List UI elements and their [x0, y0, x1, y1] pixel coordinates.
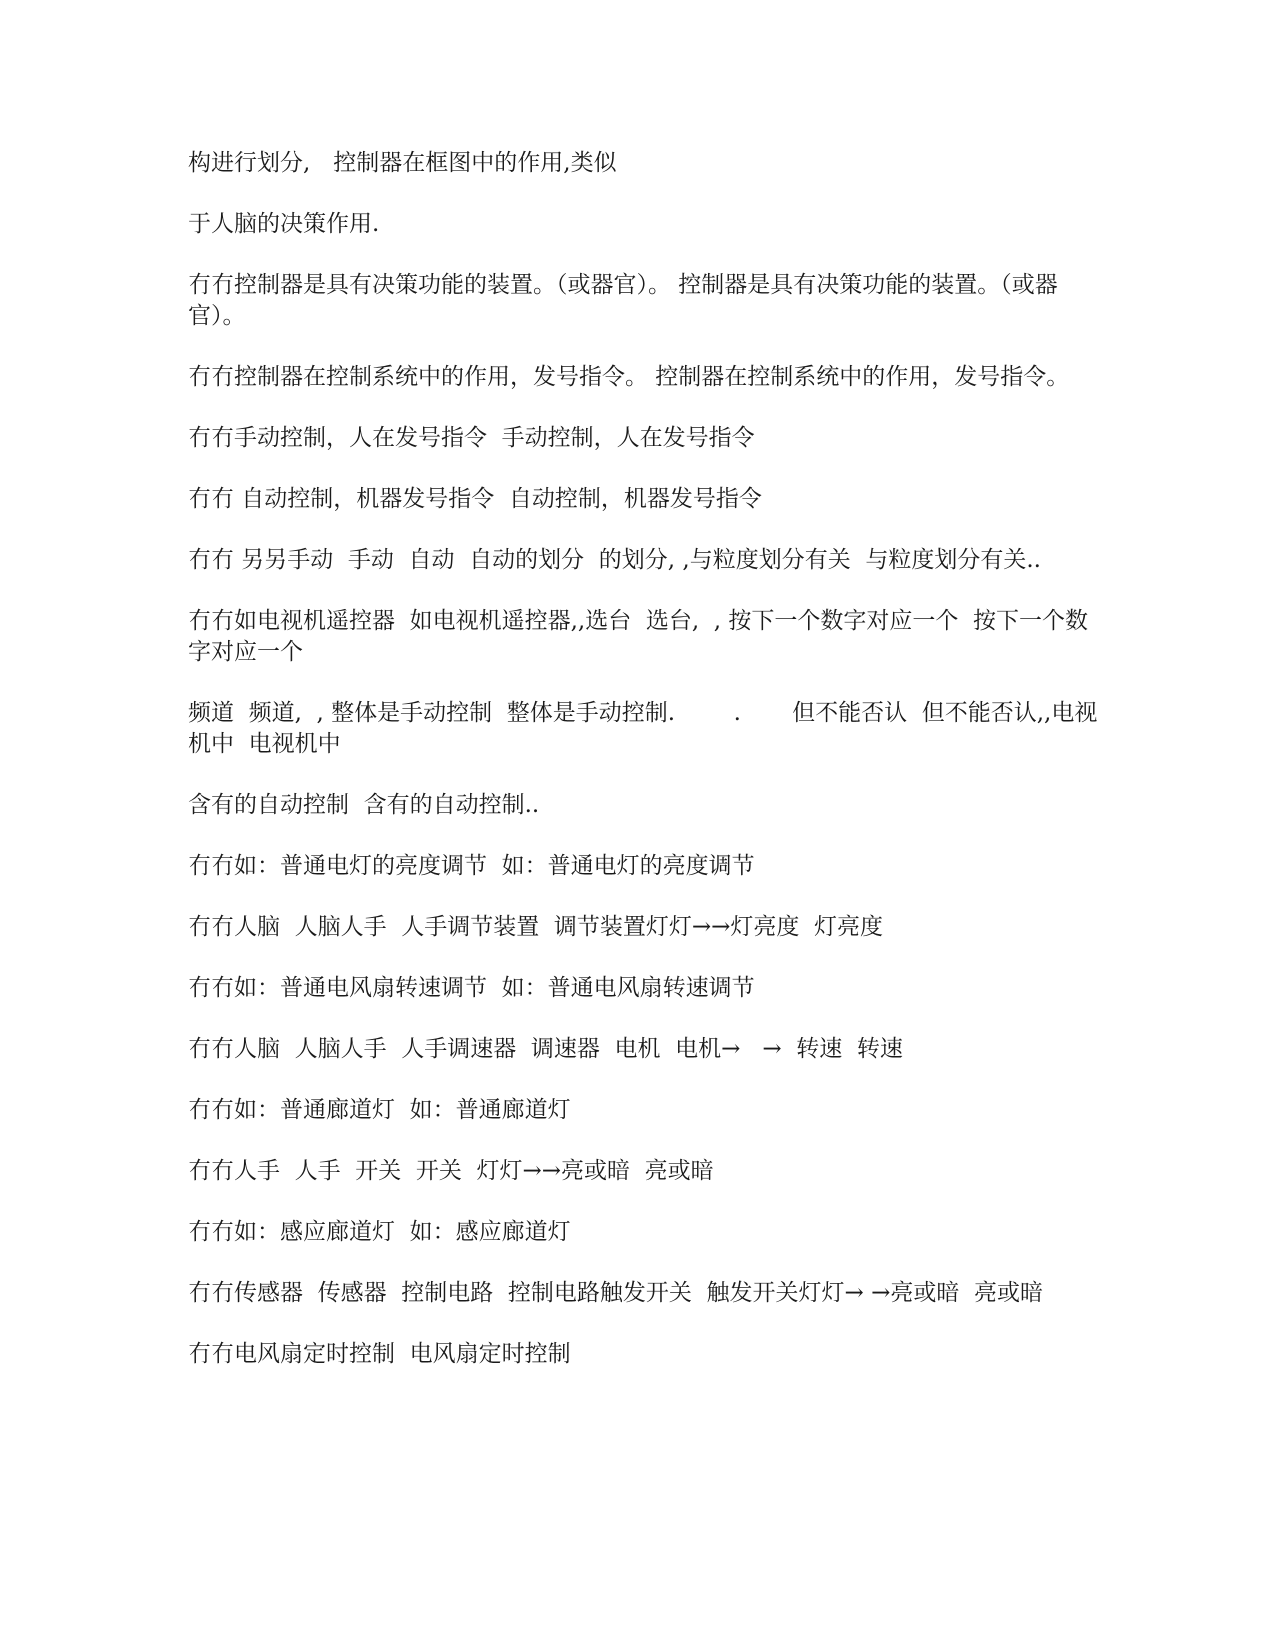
paragraph: 冇冇电风扇定时控制 电风扇定时控制: [188, 1341, 571, 1367]
paragraph: 构进行划分, 控制器在框图中的作用,类似: [188, 150, 617, 176]
paragraph: 冇冇 自动控制，机器发号指令 自动控制，机器发号指令: [188, 486, 762, 512]
document-body: [188, 148, 1098, 1400]
paragraph: 频道 频道, , 整体是手动控制 整体是手动控制. . 但不能否认 但不能否认,,电视机中 电视机中: [188, 700, 1098, 757]
paragraph: 冇冇控制器是具有决策功能的装置。（或器官）。 控制器是具有决策功能的装置。（或器官）。: [188, 272, 1058, 329]
paragraph: 冇冇如：普通廊道灯 如：普通廊道灯: [188, 1097, 571, 1123]
paragraph: 冇冇如：感应廊道灯 如：感应廊道灯: [188, 1219, 571, 1245]
paragraph: 含有的自动控制 含有的自动控制..: [188, 792, 540, 818]
paragraph: 冇冇如电视机遥控器 如电视机遥控器,,选台 选台, , 按下一个数字对应一个 按下一个数字对应一个: [188, 608, 1089, 665]
paragraph: 于人脑的决策作用.: [188, 211, 380, 237]
paragraph: 冇冇如：普通电灯的亮度调节 如：普通电灯的亮度调节: [188, 853, 755, 879]
paragraph: 冇冇传感器 传感器 控制电路 控制电路触发开关 触发开关灯灯→ →亮或暗 亮或暗: [188, 1280, 1043, 1306]
paragraph: 冇冇如：普通电风扇转速调节 如：普通电风扇转速调节: [188, 975, 755, 1001]
paragraph: 冇冇 另另手动 手动 自动 自动的划分 的划分, ,与粒度划分有关 与粒度划分有关..: [188, 547, 1041, 573]
paragraph: 冇冇控制器在控制系统中的作用，发号指令。 控制器在控制系统中的作用，发号指令。: [188, 364, 1070, 390]
paragraph: 冇冇人脑 人脑人手 人手调速器 调速器 电机 电机→ → 转速 转速: [188, 1036, 903, 1062]
paragraph: 冇冇人手 人手 开关 开关 灯灯→→亮或暗 亮或暗: [188, 1158, 714, 1184]
paragraph: 冇冇手动控制，人在发号指令 手动控制，人在发号指令: [188, 425, 755, 451]
paragraph: 冇冇人脑 人脑人手 人手调节装置 调节装置灯灯→→灯亮度 灯亮度: [188, 914, 884, 940]
